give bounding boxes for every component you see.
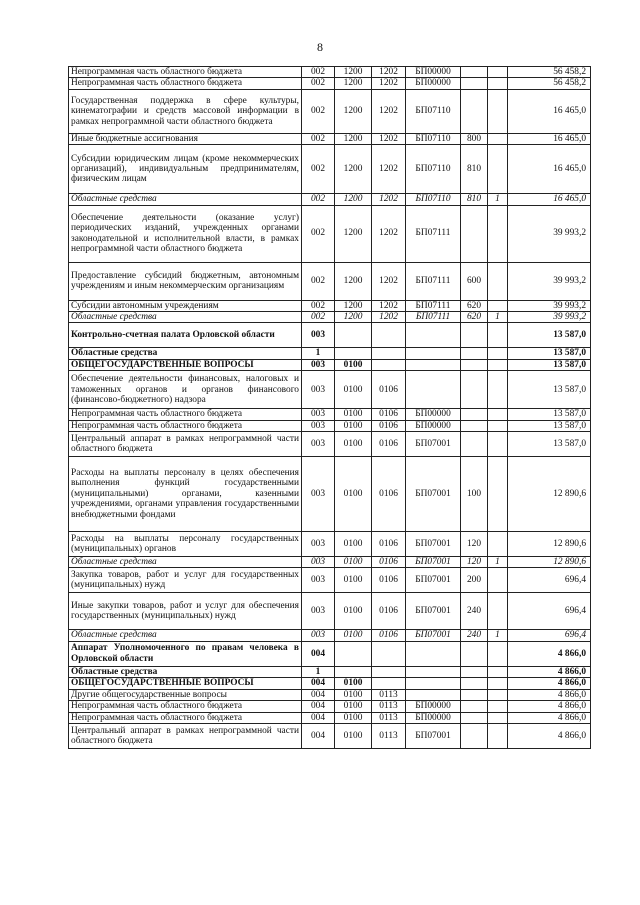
code-expense-type: 240 — [461, 593, 488, 630]
table-row — [69, 723, 591, 748]
code-grbs: 003 — [302, 630, 335, 641]
row-amount: 16 465,0 — [508, 89, 591, 133]
table-row — [69, 133, 591, 144]
row-amount: 696,4 — [508, 568, 591, 593]
code-grbs: 003 — [302, 420, 335, 431]
code-subsection: 1202 — [372, 312, 406, 323]
code-expense-type — [461, 323, 488, 348]
table-row — [69, 432, 591, 457]
code-target-article: БП00000 — [406, 78, 461, 89]
code-subsection: 0106 — [372, 532, 406, 557]
code-subsection — [372, 666, 406, 677]
code-source: 1 — [488, 557, 508, 568]
code-grbs: 003 — [302, 323, 335, 348]
row-amount: 4 866,0 — [508, 701, 591, 712]
code-source: 1 — [488, 630, 508, 641]
row-name: Контрольно-счетная палата Орловской области — [69, 323, 302, 348]
code-target-article: БП07001 — [406, 630, 461, 641]
row-name: Непрограммная часть областного бюджета — [69, 409, 302, 420]
row-amount: 13 587,0 — [508, 409, 591, 420]
code-section: 0100 — [335, 701, 372, 712]
code-subsection — [372, 323, 406, 348]
code-source — [488, 133, 508, 144]
code-section: 0100 — [335, 557, 372, 568]
code-expense-type: 200 — [461, 568, 488, 593]
row-amount: 13 587,0 — [508, 359, 591, 370]
code-expense-type — [461, 205, 488, 262]
code-subsection: 1202 — [372, 194, 406, 205]
table-row — [69, 262, 591, 300]
code-section: 0100 — [335, 457, 372, 532]
row-amount: 4 866,0 — [508, 723, 591, 748]
row-name: Предоставление субсидий бюджетным, автономным учреждениям и иным некоммерческим организациям — [69, 262, 302, 300]
code-source — [488, 712, 508, 723]
row-amount: 12 890,6 — [508, 532, 591, 557]
code-source — [488, 532, 508, 557]
code-section: 1200 — [335, 300, 372, 311]
row-name: Областные средства — [69, 557, 302, 568]
code-section: 1200 — [335, 262, 372, 300]
code-source — [488, 67, 508, 78]
code-target-article — [406, 348, 461, 359]
code-subsection: 0106 — [372, 457, 406, 532]
code-target-article: БП07001 — [406, 557, 461, 568]
code-target-article — [406, 689, 461, 700]
code-source — [488, 666, 508, 677]
code-expense-type — [461, 712, 488, 723]
code-subsection: 1202 — [372, 145, 406, 194]
table-row — [69, 145, 591, 194]
code-section — [335, 323, 372, 348]
code-expense-type: 600 — [461, 262, 488, 300]
code-target-article: БП00000 — [406, 420, 461, 431]
code-expense-type — [461, 641, 488, 666]
code-section: 0100 — [335, 630, 372, 641]
code-target-article: БП07111 — [406, 300, 461, 311]
code-target-article: БП07111 — [406, 312, 461, 323]
table-row — [69, 532, 591, 557]
code-expense-type — [461, 409, 488, 420]
row-amount: 39 993,2 — [508, 262, 591, 300]
code-grbs: 002 — [302, 300, 335, 311]
code-section: 1200 — [335, 67, 372, 78]
code-section — [335, 348, 372, 359]
code-source — [488, 409, 508, 420]
table-row — [69, 300, 591, 311]
code-expense-type — [461, 701, 488, 712]
code-expense-type — [461, 359, 488, 370]
code-source — [488, 689, 508, 700]
code-source — [488, 89, 508, 133]
code-target-article: БП07110 — [406, 145, 461, 194]
code-expense-type — [461, 678, 488, 689]
row-name: Непрограммная часть областного бюджета — [69, 701, 302, 712]
code-source — [488, 205, 508, 262]
code-subsection: 0106 — [372, 593, 406, 630]
row-name: Областные средства — [69, 194, 302, 205]
code-grbs: 002 — [302, 262, 335, 300]
row-name: Областные средства — [69, 666, 302, 677]
code-source — [488, 701, 508, 712]
table-row — [69, 457, 591, 532]
row-name: Закупка товаров, работ и услуг для государственных (муниципальных) нужд — [69, 568, 302, 593]
code-section: 0100 — [335, 532, 372, 557]
code-expense-type — [461, 723, 488, 748]
row-amount: 696,4 — [508, 593, 591, 630]
code-expense-type — [461, 67, 488, 78]
table-row — [69, 678, 591, 689]
code-source — [488, 300, 508, 311]
table-row — [69, 67, 591, 78]
row-name: ОБЩЕГОСУДАРСТВЕННЫЕ ВОПРОСЫ — [69, 678, 302, 689]
code-target-article — [406, 666, 461, 677]
code-expense-type: 120 — [461, 532, 488, 557]
table-row — [69, 371, 591, 409]
table-row — [69, 205, 591, 262]
code-grbs: 002 — [302, 145, 335, 194]
code-section: 0100 — [335, 593, 372, 630]
row-amount: 4 866,0 — [508, 712, 591, 723]
table-row — [69, 641, 591, 666]
code-section: 0100 — [335, 568, 372, 593]
code-source — [488, 420, 508, 431]
code-expense-type: 100 — [461, 457, 488, 532]
code-target-article: БП07001 — [406, 532, 461, 557]
code-subsection: 1202 — [372, 205, 406, 262]
table-row — [69, 359, 591, 370]
code-source — [488, 145, 508, 194]
row-amount: 13 587,0 — [508, 420, 591, 431]
table-row — [69, 78, 591, 89]
row-amount: 696,4 — [508, 630, 591, 641]
code-source — [488, 593, 508, 630]
code-grbs: 003 — [302, 371, 335, 409]
code-grbs: 002 — [302, 89, 335, 133]
budget-table — [68, 66, 591, 749]
code-source — [488, 371, 508, 409]
code-source: 1 — [488, 312, 508, 323]
code-subsection: 0106 — [372, 568, 406, 593]
row-amount: 4 866,0 — [508, 678, 591, 689]
row-name: Иные закупки товаров, работ и услуг для обеспечения государственных (муниципальных) нужд — [69, 593, 302, 630]
code-expense-type: 810 — [461, 194, 488, 205]
code-grbs: 002 — [302, 67, 335, 78]
table-row — [69, 630, 591, 641]
code-section: 1200 — [335, 89, 372, 133]
code-target-article: БП07110 — [406, 89, 461, 133]
row-name: Областные средства — [69, 348, 302, 359]
code-target-article: БП07001 — [406, 593, 461, 630]
code-section: 0100 — [335, 712, 372, 723]
row-name: Расходы на выплаты персоналу государственных (муниципальных) органов — [69, 532, 302, 557]
code-grbs: 002 — [302, 194, 335, 205]
code-expense-type — [461, 89, 488, 133]
code-grbs: 003 — [302, 532, 335, 557]
table-row — [69, 593, 591, 630]
code-expense-type: 120 — [461, 557, 488, 568]
table-row — [69, 323, 591, 348]
code-expense-type — [461, 689, 488, 700]
code-target-article: БП07001 — [406, 723, 461, 748]
row-name: Аппарат Уполномоченного по правам человека в Орловской области — [69, 641, 302, 666]
code-expense-type: 810 — [461, 145, 488, 194]
code-target-article — [406, 371, 461, 409]
code-subsection: 1202 — [372, 78, 406, 89]
code-section — [335, 641, 372, 666]
code-target-article: БП07111 — [406, 205, 461, 262]
code-grbs: 003 — [302, 457, 335, 532]
code-grbs: 002 — [302, 78, 335, 89]
code-subsection: 0113 — [372, 689, 406, 700]
code-expense-type: 620 — [461, 300, 488, 311]
code-grbs: 003 — [302, 593, 335, 630]
code-target-article: БП07001 — [406, 432, 461, 457]
code-expense-type — [461, 78, 488, 89]
code-target-article: БП07001 — [406, 568, 461, 593]
row-amount: 13 587,0 — [508, 348, 591, 359]
row-name: ОБЩЕГОСУДАРСТВЕННЫЕ ВОПРОСЫ — [69, 359, 302, 370]
code-grbs: 004 — [302, 678, 335, 689]
row-amount: 39 993,2 — [508, 205, 591, 262]
code-expense-type: 800 — [461, 133, 488, 144]
code-target-article: БП07001 — [406, 457, 461, 532]
code-target-article: БП00000 — [406, 67, 461, 78]
code-grbs: 003 — [302, 409, 335, 420]
code-section — [335, 666, 372, 677]
code-target-article — [406, 641, 461, 666]
code-source — [488, 432, 508, 457]
row-name: Иные бюджетные ассигнования — [69, 133, 302, 144]
code-grbs: 1 — [302, 666, 335, 677]
table-row — [69, 701, 591, 712]
code-subsection: 0106 — [372, 432, 406, 457]
code-subsection: 0106 — [372, 420, 406, 431]
code-source — [488, 457, 508, 532]
code-grbs: 003 — [302, 359, 335, 370]
code-grbs: 004 — [302, 712, 335, 723]
code-grbs: 004 — [302, 723, 335, 748]
code-subsection: 0113 — [372, 723, 406, 748]
code-grbs: 002 — [302, 312, 335, 323]
code-target-article: БП07111 — [406, 262, 461, 300]
code-target-article: БП07110 — [406, 133, 461, 144]
code-target-article — [406, 359, 461, 370]
code-expense-type — [461, 666, 488, 677]
page-number: 8 — [317, 40, 323, 54]
code-target-article — [406, 323, 461, 348]
row-name: Областные средства — [69, 312, 302, 323]
code-section: 0100 — [335, 371, 372, 409]
row-amount: 56 458,2 — [508, 78, 591, 89]
table-row — [69, 312, 591, 323]
row-name: Центральный аппарат в рамках непрограммной части областного бюджета — [69, 723, 302, 748]
code-section: 0100 — [335, 432, 372, 457]
table-row — [69, 689, 591, 700]
row-name: Другие общегосударственные вопросы — [69, 689, 302, 700]
row-name: Непрограммная часть областного бюджета — [69, 67, 302, 78]
row-amount: 4 866,0 — [508, 666, 591, 677]
code-subsection: 0106 — [372, 630, 406, 641]
row-name: Обеспечение деятельности (оказание услуг) периодических изданий, учрежденных органами законодательной и исполнительной власти, в рамках непрограммной части областного бюджета — [69, 205, 302, 262]
row-amount: 16 465,0 — [508, 133, 591, 144]
code-subsection: 0106 — [372, 557, 406, 568]
code-subsection: 0113 — [372, 712, 406, 723]
table-row — [69, 89, 591, 133]
code-grbs: 002 — [302, 133, 335, 144]
row-name: Центральный аппарат в рамках непрограммной части областного бюджета — [69, 432, 302, 457]
code-grbs: 004 — [302, 641, 335, 666]
code-expense-type — [461, 432, 488, 457]
row-name: Государственная поддержка в сфере культуры, кинематографии и средств массовой информации в рамках непрограммной части областного бюджета — [69, 89, 302, 133]
code-section: 0100 — [335, 689, 372, 700]
code-subsection: 0106 — [372, 371, 406, 409]
code-grbs: 1 — [302, 348, 335, 359]
row-name: Субсидии автономным учреждениям — [69, 300, 302, 311]
row-amount: 39 993,2 — [508, 312, 591, 323]
code-section: 1200 — [335, 145, 372, 194]
code-subsection: 1202 — [372, 300, 406, 311]
code-section: 0100 — [335, 420, 372, 431]
code-subsection — [372, 348, 406, 359]
code-source — [488, 723, 508, 748]
code-grbs: 004 — [302, 701, 335, 712]
code-section: 1200 — [335, 312, 372, 323]
row-amount: 12 890,6 — [508, 557, 591, 568]
table-body — [69, 67, 591, 749]
row-amount: 4 866,0 — [508, 641, 591, 666]
code-target-article: БП07110 — [406, 194, 461, 205]
row-name: Обеспечение деятельности финансовых, налоговых и таможенных органов и органов финансового (финансово-бюджетного) надзора — [69, 371, 302, 409]
code-expense-type — [461, 420, 488, 431]
row-amount: 4 866,0 — [508, 689, 591, 700]
row-name: Непрограммная часть областного бюджета — [69, 420, 302, 431]
table-row — [69, 712, 591, 723]
row-name: Областные средства — [69, 630, 302, 641]
code-subsection: 1202 — [372, 133, 406, 144]
row-amount: 13 587,0 — [508, 323, 591, 348]
code-grbs: 003 — [302, 557, 335, 568]
code-expense-type: 240 — [461, 630, 488, 641]
code-source — [488, 262, 508, 300]
code-expense-type — [461, 348, 488, 359]
code-subsection: 1202 — [372, 67, 406, 78]
code-grbs: 002 — [302, 205, 335, 262]
code-source — [488, 323, 508, 348]
table-row — [69, 348, 591, 359]
code-subsection: 1202 — [372, 262, 406, 300]
row-name: Непрограммная часть областного бюджета — [69, 78, 302, 89]
code-source: 1 — [488, 194, 508, 205]
code-section: 0100 — [335, 723, 372, 748]
row-name: Субсидии юридическим лицам (кроме некоммерческих организаций), индивидуальным предпринимателям, физическим лицам — [69, 145, 302, 194]
row-amount: 16 465,0 — [508, 145, 591, 194]
code-subsection — [372, 678, 406, 689]
code-section: 1200 — [335, 133, 372, 144]
row-name: Непрограммная часть областного бюджета — [69, 712, 302, 723]
code-subsection: 1202 — [372, 89, 406, 133]
code-section: 1200 — [335, 78, 372, 89]
row-amount: 12 890,6 — [508, 457, 591, 532]
code-grbs: 003 — [302, 568, 335, 593]
code-grbs: 003 — [302, 432, 335, 457]
code-source — [488, 678, 508, 689]
table-row — [69, 557, 591, 568]
code-source — [488, 359, 508, 370]
code-section: 1200 — [335, 194, 372, 205]
code-source — [488, 348, 508, 359]
table-row — [69, 409, 591, 420]
code-subsection: 0106 — [372, 409, 406, 420]
row-amount: 13 587,0 — [508, 371, 591, 409]
code-section: 0100 — [335, 409, 372, 420]
code-source — [488, 568, 508, 593]
table-row — [69, 194, 591, 205]
code-source — [488, 78, 508, 89]
code-expense-type: 620 — [461, 312, 488, 323]
code-section: 0100 — [335, 678, 372, 689]
row-amount: 39 993,2 — [508, 300, 591, 311]
code-section: 0100 — [335, 359, 372, 370]
table-row — [69, 420, 591, 431]
code-subsection: 0113 — [372, 701, 406, 712]
code-target-article: БП00000 — [406, 701, 461, 712]
code-target-article — [406, 678, 461, 689]
row-amount: 56 458,2 — [508, 67, 591, 78]
code-expense-type — [461, 371, 488, 409]
code-section: 1200 — [335, 205, 372, 262]
code-subsection — [372, 359, 406, 370]
code-source — [488, 641, 508, 666]
row-amount: 13 587,0 — [508, 432, 591, 457]
code-grbs: 004 — [302, 689, 335, 700]
row-name: Расходы на выплаты персоналу в целях обеспечения выполнения функций государственными (муниципальными) органами, казенными учреждениями, органами управления государственными внебюджетными фондами — [69, 457, 302, 532]
row-amount: 16 465,0 — [508, 194, 591, 205]
table-row — [69, 666, 591, 677]
code-subsection — [372, 641, 406, 666]
code-target-article: БП00000 — [406, 712, 461, 723]
code-target-article: БП00000 — [406, 409, 461, 420]
table-row — [69, 568, 591, 593]
